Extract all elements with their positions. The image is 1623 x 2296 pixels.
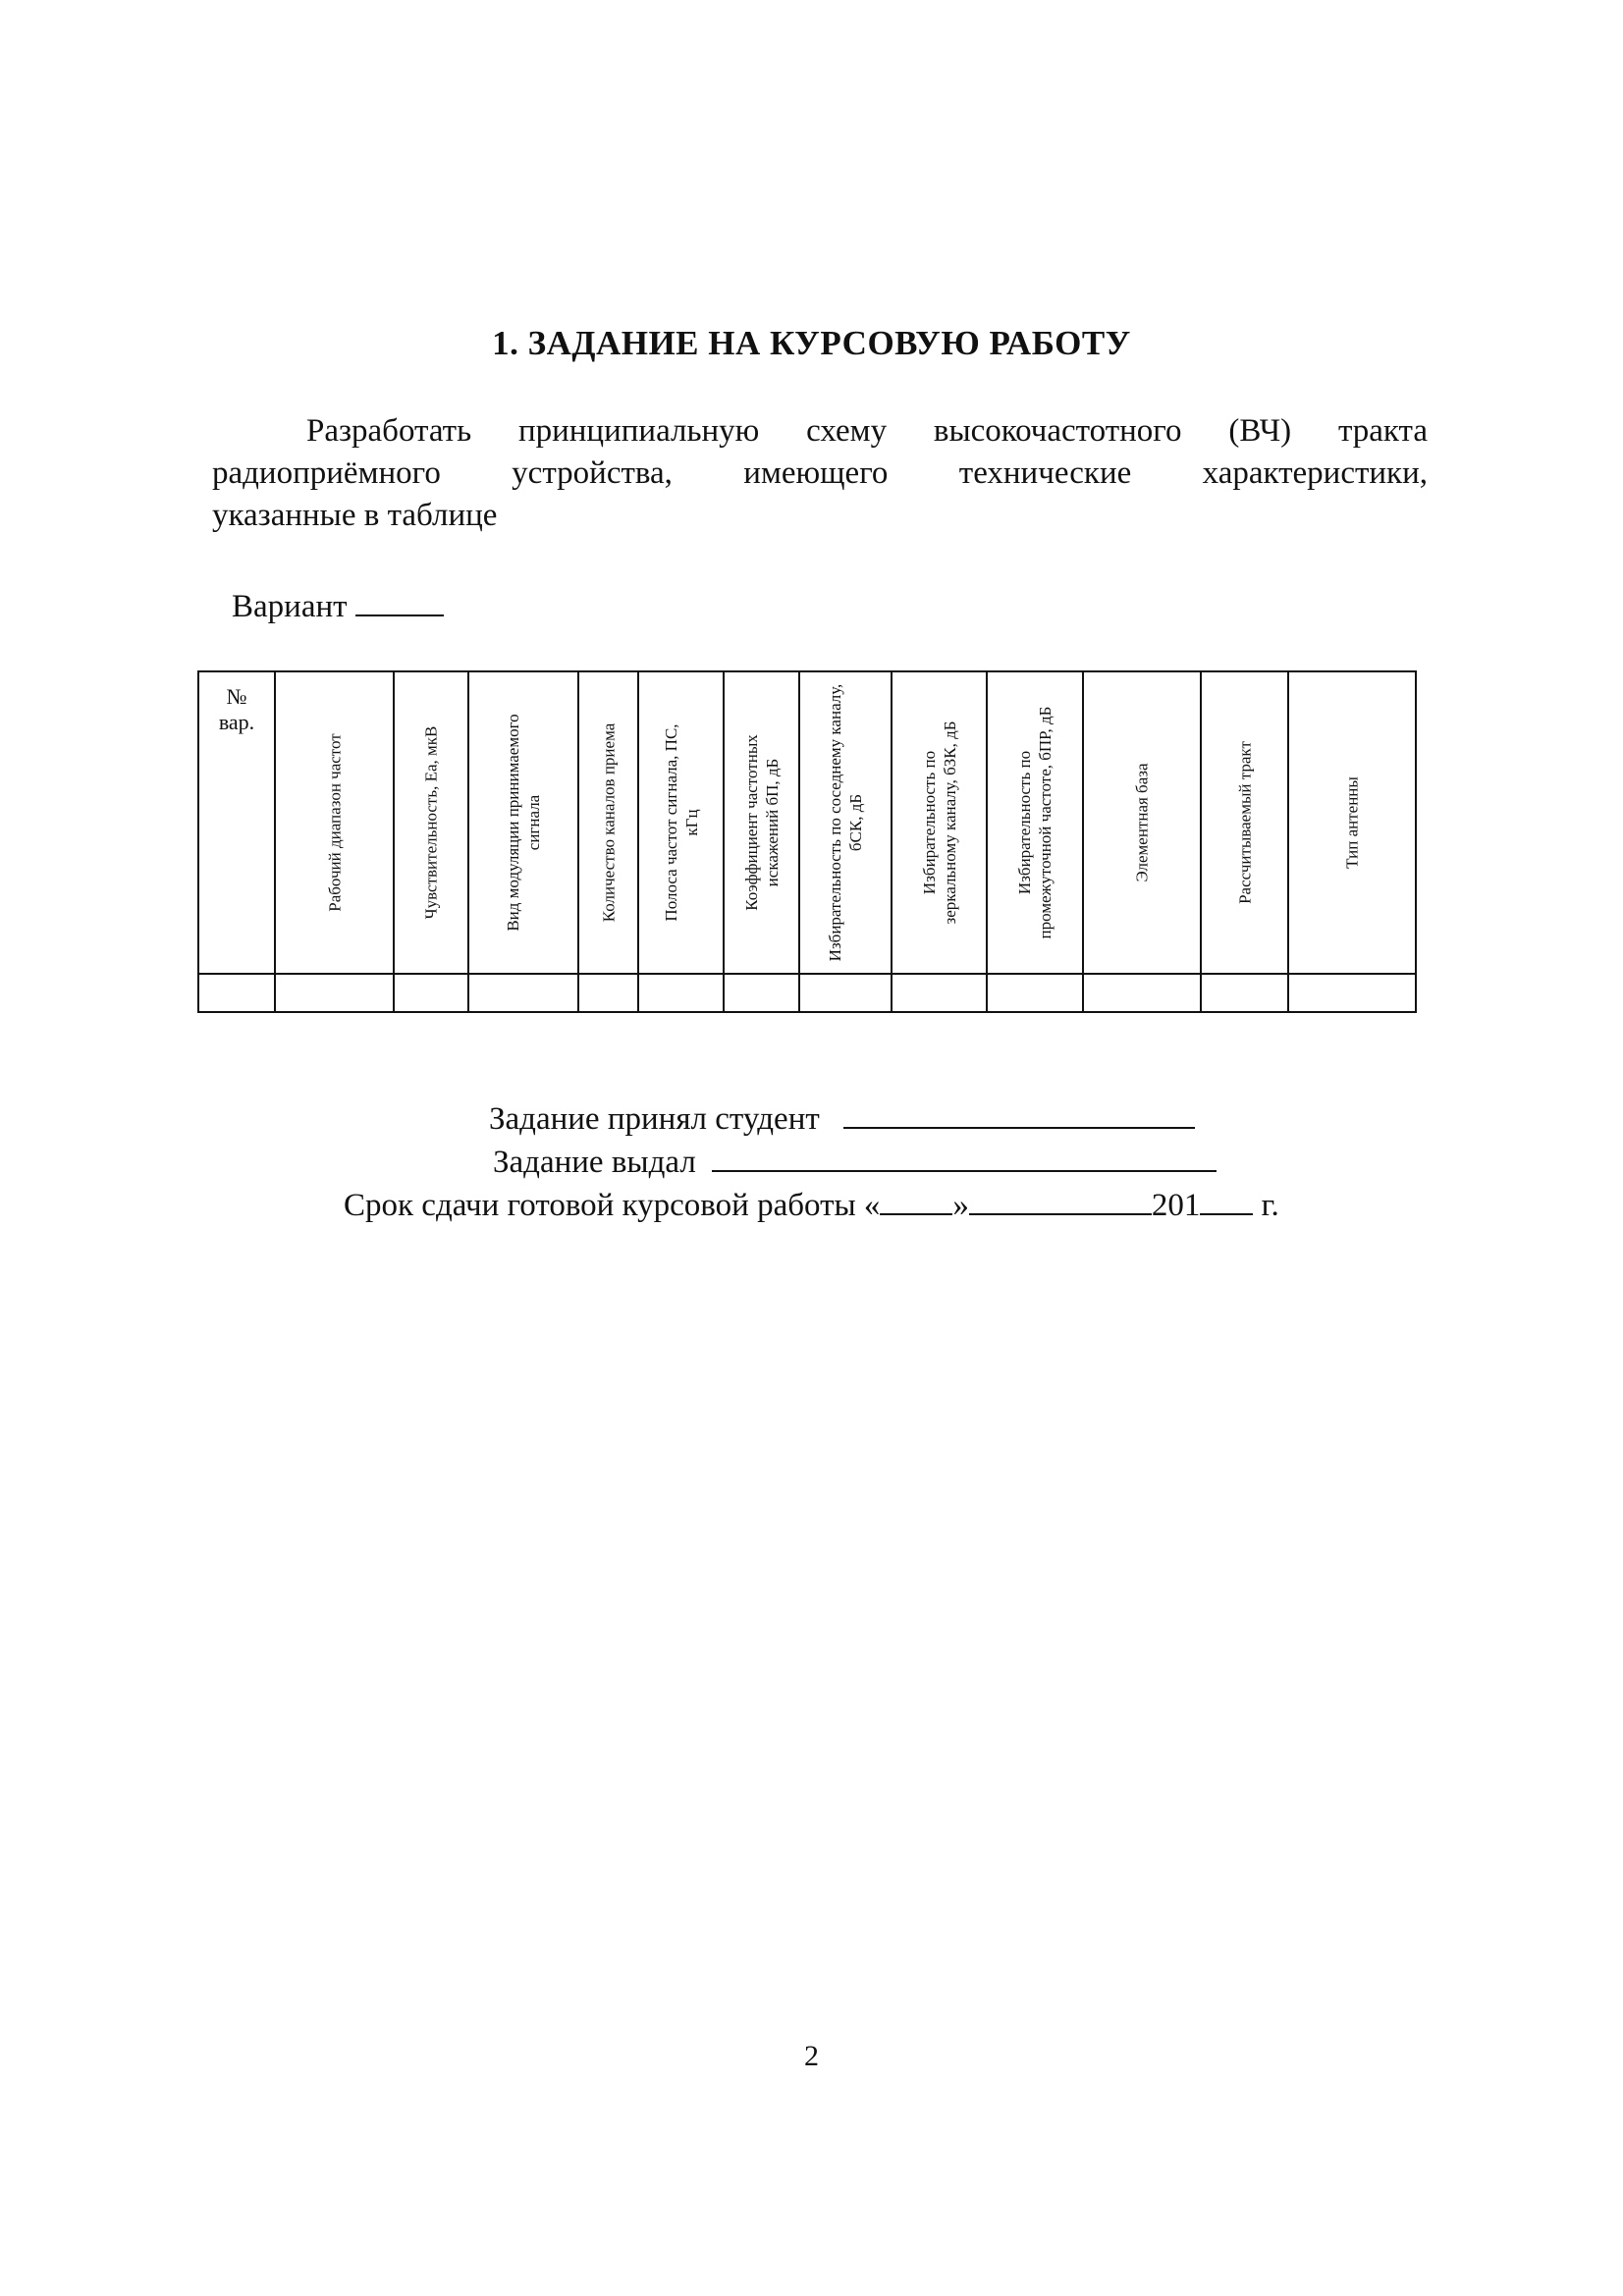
deadline-prefix: Срок сдачи готовой курсовой работы «	[344, 1188, 881, 1223]
variant-line	[232, 585, 444, 625]
table-row	[198, 974, 1416, 1012]
table-cell[interactable]	[1083, 974, 1201, 1012]
page-number: 2	[804, 2040, 819, 2072]
header-cell	[1288, 671, 1416, 974]
header-cell	[578, 671, 638, 974]
issued-by-line	[493, 1141, 1217, 1181]
header-distortion-coefficient: Коэффициент частотных искажений бП, дБ	[741, 734, 782, 911]
header-cell	[394, 671, 468, 974]
table-cell[interactable]	[892, 974, 987, 1012]
table-cell[interactable]	[1201, 974, 1288, 1012]
header-cell	[275, 671, 394, 974]
header-element-base: Элементная база	[1132, 763, 1152, 882]
header-cell	[799, 671, 892, 974]
header-cell	[1201, 671, 1288, 974]
characteristics-table	[197, 670, 1417, 1013]
header-modulation-type: Вид модуляции принимаемого сигнала	[504, 714, 543, 932]
accepted-by-blank[interactable]	[843, 1097, 1195, 1129]
table-cell[interactable]	[198, 974, 275, 1012]
paragraph-line-1: Разработать принципиальную схему высокочастотного (ВЧ) тракта	[306, 413, 1428, 449]
header-cell	[987, 671, 1083, 974]
header-cell-number	[198, 671, 275, 974]
table-cell[interactable]	[275, 974, 394, 1012]
deadline-year-suffix: г.	[1253, 1188, 1279, 1223]
task-paragraph	[212, 410, 1428, 537]
header-channel-count: Количество каналов приема	[599, 722, 618, 923]
table-cell[interactable]	[394, 974, 468, 1012]
header-image-channel-selectivity: Избирательность по зеркальному каналу, бЗК, дБ	[919, 721, 959, 925]
variant-abbrev: вар.	[218, 710, 255, 734]
header-cell	[468, 671, 578, 974]
table-cell[interactable]	[724, 974, 799, 1012]
number-sign: №	[226, 684, 247, 709]
table-cell[interactable]	[987, 974, 1083, 1012]
header-cell	[638, 671, 724, 974]
paragraph-line-2: радиоприёмного устройства, имеющего технические характеристики,	[212, 455, 1428, 491]
variant-blank[interactable]	[355, 585, 444, 616]
header-antenna-type: Тип антенны	[1342, 776, 1362, 869]
table-header-row	[198, 671, 1416, 974]
issued-by-label: Задание выдал	[493, 1145, 696, 1180]
header-signal-bandwidth: Полоса частот сигнала, ПС, кГц	[661, 723, 701, 922]
variant-label: Вариант	[232, 589, 348, 624]
header-sensitivity: Чувствительность, Eа, мкВ	[421, 725, 441, 920]
accepted-by-label: Задание принял студент	[489, 1101, 820, 1137]
header-calculated-path: Рассчитываемый тракт	[1235, 741, 1254, 904]
deadline-month-blank[interactable]	[969, 1184, 1152, 1215]
deadline-year-prefix: 201	[1151, 1188, 1201, 1223]
header-cell	[892, 671, 987, 974]
header-cell	[1083, 671, 1201, 974]
issued-by-blank[interactable]	[712, 1141, 1217, 1172]
deadline-line	[344, 1184, 1279, 1224]
table-cell[interactable]	[1288, 974, 1416, 1012]
deadline-close-quote: »	[952, 1188, 969, 1223]
table-cell[interactable]	[638, 974, 724, 1012]
deadline-day-blank[interactable]	[880, 1184, 952, 1215]
table-cell[interactable]	[578, 974, 638, 1012]
header-cell	[724, 671, 799, 974]
header-adjacent-channel-selectivity: Избирательность по соседнему каналу, бСК, дБ	[826, 683, 865, 962]
header-if-selectivity: Избирательность по промежуточной частоте, бПР, дБ	[1015, 706, 1055, 939]
deadline-year-blank[interactable]	[1200, 1184, 1253, 1215]
header-frequency-range: Рабочий диапазон частот	[325, 733, 344, 912]
paragraph-line-3: указанные в таблице	[212, 498, 498, 533]
table-cell[interactable]	[799, 974, 892, 1012]
table-cell[interactable]	[468, 974, 578, 1012]
accepted-by-line	[489, 1097, 1195, 1138]
section-heading: 1. ЗАДАНИЕ НА КУРСОВУЮ РАБОТУ	[492, 324, 1131, 362]
